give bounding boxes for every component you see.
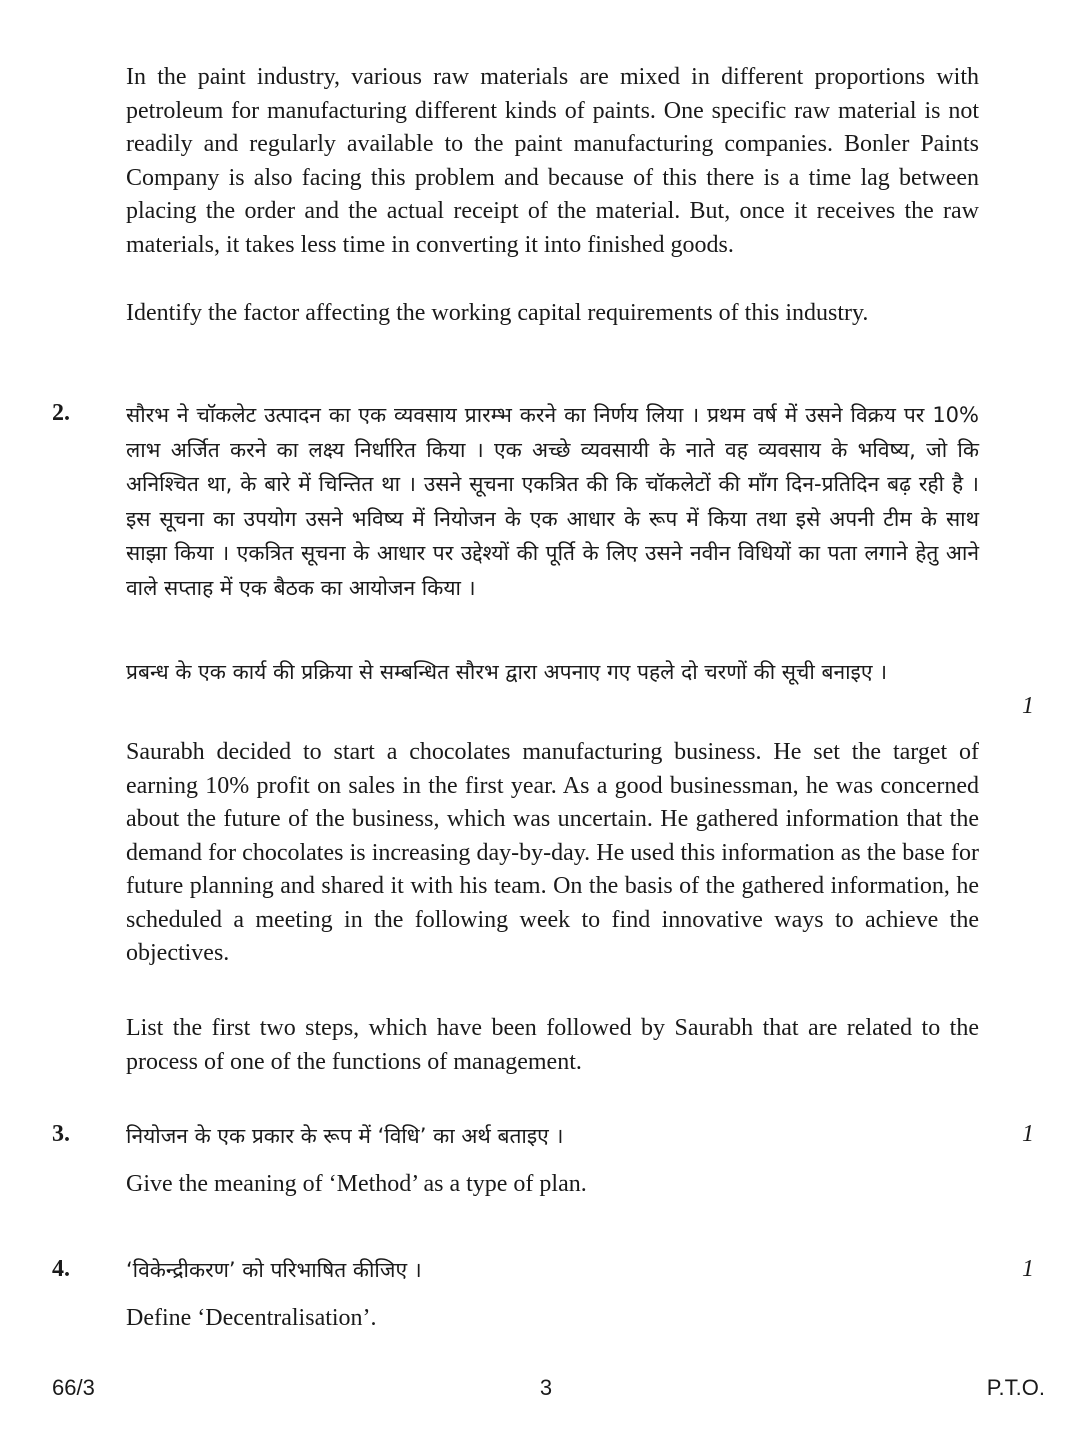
intro-question: Identify the factor affecting the working capital requirements of this industry. — [126, 300, 869, 326]
question-3-english-question: Give the meaning of ‘Method’ as a type of plan. — [126, 1171, 587, 1197]
footer-page-number: 3 — [539, 1375, 553, 1400]
question-2-marks: 1 — [1022, 693, 1034, 719]
question-3-hindi-question: नियोजन के एक प्रकार के रूप में ‘विधि’ का अर्थ बताइए । — [126, 1124, 564, 1148]
question-2-english-question: List the first two steps, which have been followed by Saurabh that are related to the process of one of the functions of management. — [126, 1015, 979, 1075]
question-2-number: 2. — [52, 400, 70, 426]
footer-pto: P.T.O. — [986, 1375, 1045, 1400]
question-3-marks: 1 — [1022, 1121, 1034, 1147]
question-4-english-question: Define ‘Decentralisation’. — [126, 1305, 377, 1331]
question-2-hindi-case: सौरभ ने चॉकलेट उत्पादन का एक व्यवसाय प्रारम्भ करने का निर्णय लिया । प्रथम वर्ष में उसने विक्रय पर 10% लाभ अर्जित करने का लक्ष्य निर्धारित किया । एक अच्छे व्यवसायी के नाते वह व्यवसाय के भविष्य, जो कि अनिश्चित था, के बारे में चिन्तित था । उसने सूचना एकत्रित की कि चॉकलेटों की माँग दिन-प्रतिदिन बढ़ रही है । इस सूचना का उपयोग उसने भविष्य में नियोजन के एक आधार के रूप में किया तथा इसे अपनी टीम के साथ साझा किया । एकत्रित सूचना के आधार पर उद्देश्यों की पूर्ति के लिए उसने नवीन विधियों का पता लगाने हेतु आने वाले सप्ताह में एक बैठक का आयोजन किया । — [126, 403, 979, 600]
question-3-number: 3. — [52, 1121, 70, 1147]
intro-case-paragraph: In the paint industry, various raw materials are mixed in different proportions with petroleum for manufacturing different kinds of paints. One specific raw material is not readily and regularly available to the paint manufacturing companies. Bonler Paints Company is also facing this problem and because of this there is a time lag between placing the order and the actual receipt of the material. But, once it receives the raw materials, it takes less time in converting it into finished goods. — [126, 64, 979, 258]
question-4-number: 4. — [52, 1256, 70, 1282]
footer-paper-code: 66/3 — [52, 1375, 95, 1400]
question-4-marks: 1 — [1022, 1256, 1034, 1282]
question-2-hindi-question: प्रबन्ध के एक कार्य की प्रक्रिया से सम्बन्धित सौरभ द्वारा अपनाए गए पहले दो चरणों की सूची बनाइए । — [126, 660, 888, 684]
question-4-hindi-question: ‘विकेन्द्रीकरण’ को परिभाषित कीजिए । — [126, 1258, 422, 1282]
question-2-english-case: Saurabh decided to start a chocolates manufacturing business. He set the target of earning 10% profit on sales in the first year. As a good businessman, he was concerned about the future of the business, which was uncertain. He gathered information that the demand for chocolates is increasing day-by-day. He used this information as the base for future planning and shared it with his team. On the basis of the gathered information, he scheduled a meeting in the following week to find innovative ways to achieve the objectives. — [126, 739, 979, 966]
